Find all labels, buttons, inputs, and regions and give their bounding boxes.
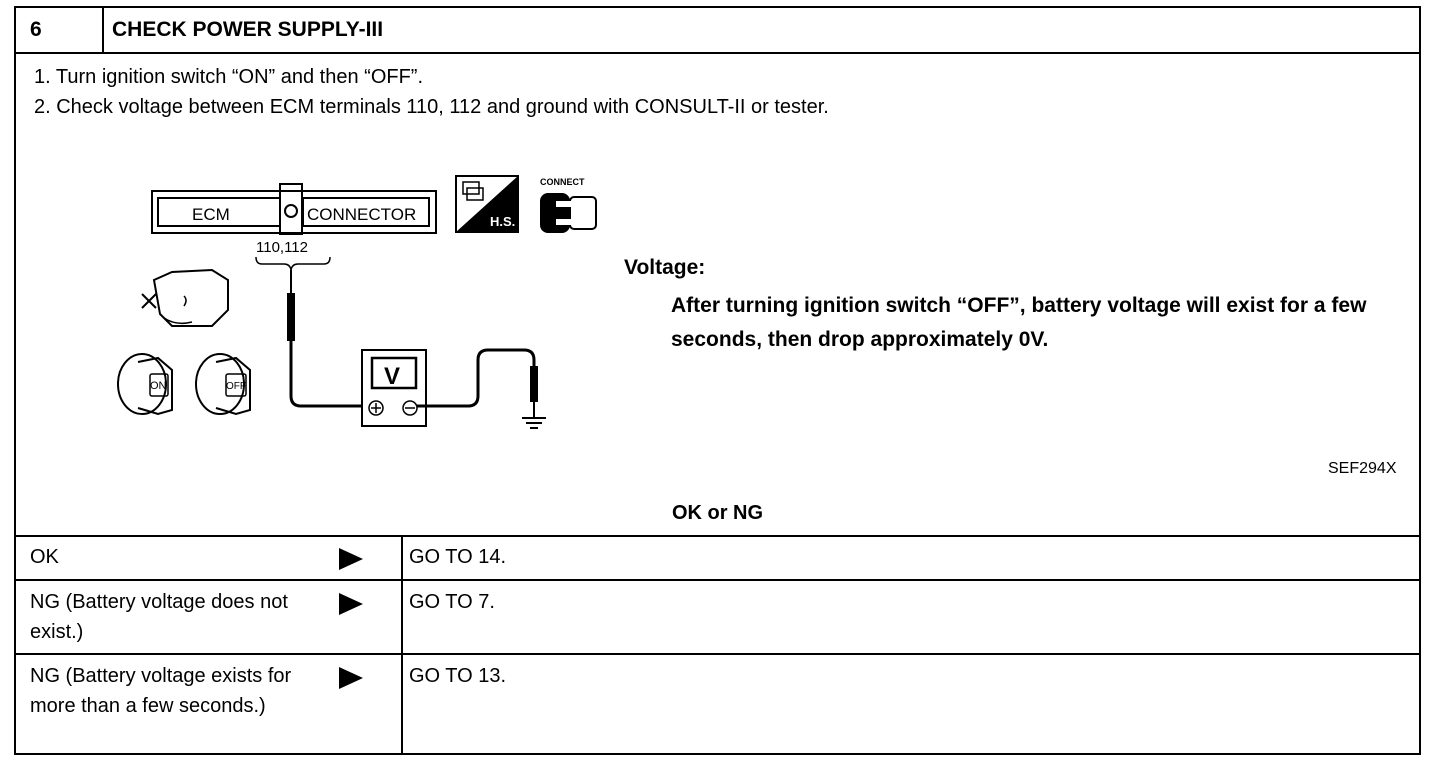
instruction-step-1: 1. Turn ignition switch “ON” and then “OFF”. xyxy=(34,66,424,88)
procedure-box xyxy=(14,6,1421,755)
voltage-title: Voltage: xyxy=(624,256,706,279)
row-divider xyxy=(16,653,1419,655)
result-header: OK or NG xyxy=(671,502,764,524)
result-condition: NG (Battery voltage does not exist.) xyxy=(30,591,288,643)
step-number: 6 xyxy=(16,8,104,52)
voltmeter xyxy=(362,350,426,426)
results-column-divider xyxy=(401,535,403,755)
result-condition: NG (Battery voltage exists for more than a few seconds.) xyxy=(30,665,292,717)
connector-label: CONNECTOR xyxy=(307,205,417,224)
terminals-label: 110,112 xyxy=(256,239,308,256)
key-on-label: ON xyxy=(150,380,167,392)
terminal-brace xyxy=(256,257,330,270)
instruction-step-2: 2. Check voltage between ECM terminals 110, 112 and ground with CONSULT-II or tester. xyxy=(34,96,829,118)
figure-id: SEF294X xyxy=(1328,460,1397,477)
row-divider xyxy=(16,579,1419,581)
positive-probe xyxy=(287,270,371,406)
step-title: CHECK POWER SUPPLY-III xyxy=(112,18,384,41)
engine-icon xyxy=(142,270,228,326)
hs-icon xyxy=(456,176,518,232)
result-action: GO TO 7. xyxy=(409,591,495,613)
result-action: GO TO 13. xyxy=(409,665,507,687)
voltage-spec: After turning ignition switch “OFF”, battery voltage will exist for a few seconds, then drop approximately 0V. xyxy=(671,294,1367,351)
result-action: GO TO 14. xyxy=(409,546,507,568)
result-condition: OK xyxy=(30,546,59,568)
key-on-icon xyxy=(118,354,172,414)
voltmeter-label: V xyxy=(384,363,401,390)
ecm-label: ECM xyxy=(192,205,230,224)
connect-icon xyxy=(540,177,596,233)
results-divider xyxy=(16,535,1419,537)
key-off-icon xyxy=(196,354,250,414)
ecm-connector xyxy=(152,184,436,234)
wiring-diagram xyxy=(16,8,1419,533)
arrow-icon xyxy=(339,667,363,689)
arrow-icon xyxy=(339,548,363,570)
connect-label: CONNECT xyxy=(540,177,585,187)
ground-probe xyxy=(417,350,546,428)
key-off-label: OFF xyxy=(226,381,246,392)
hs-label: H.S. xyxy=(490,214,516,229)
arrow-icon xyxy=(339,593,363,615)
